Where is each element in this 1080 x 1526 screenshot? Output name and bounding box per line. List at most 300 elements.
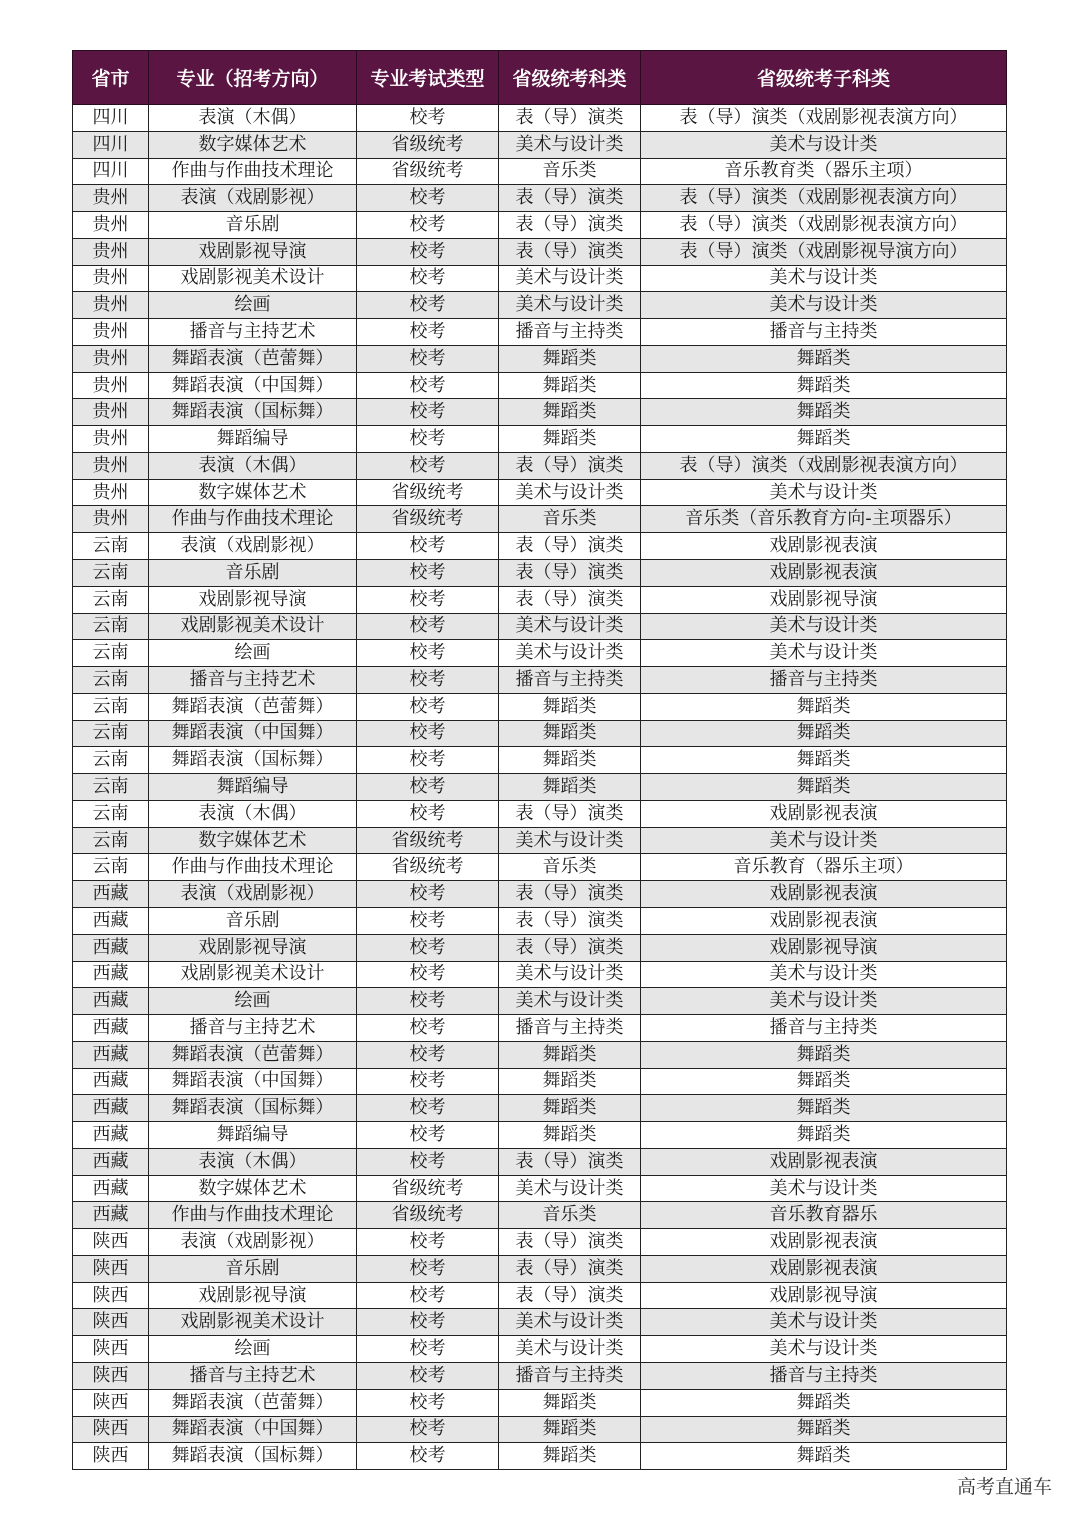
cell-major: 播音与主持艺术	[149, 1362, 357, 1389]
cell-category: 舞蹈类	[499, 774, 641, 801]
cell-exam-type: 校考	[357, 881, 499, 908]
cell-category: 播音与主持类	[499, 667, 641, 694]
cell-subcategory: 美术与设计类	[641, 827, 1007, 854]
cell-category: 舞蹈类	[499, 747, 641, 774]
cell-exam-type: 省级统考	[357, 158, 499, 185]
cell-subcategory: 表（导）演类（戏剧影视表演方向）	[641, 185, 1007, 212]
cell-category: 美术与设计类	[499, 640, 641, 667]
table-row	[73, 907, 1007, 934]
cell-province: 贵州	[73, 292, 149, 319]
table-row	[73, 1336, 1007, 1363]
table-row	[73, 1362, 1007, 1389]
cell-major: 舞蹈编导	[149, 774, 357, 801]
table-row	[73, 934, 1007, 961]
cell-category: 舞蹈类	[499, 1041, 641, 1068]
cell-subcategory: 舞蹈类	[641, 1095, 1007, 1122]
cell-province: 云南	[73, 640, 149, 667]
cell-province: 云南	[73, 667, 149, 694]
cell-exam-type: 校考	[357, 774, 499, 801]
table-row	[73, 1443, 1007, 1470]
table-row	[73, 1309, 1007, 1336]
cell-subcategory: 戏剧影视表演	[641, 1148, 1007, 1175]
cell-exam-type: 校考	[357, 1389, 499, 1416]
cell-exam-type: 校考	[357, 586, 499, 613]
cell-province: 四川	[73, 105, 149, 132]
cell-category: 美术与设计类	[499, 479, 641, 506]
cell-province: 陕西	[73, 1282, 149, 1309]
cell-subcategory: 戏剧影视表演	[641, 881, 1007, 908]
cell-exam-type: 校考	[357, 1416, 499, 1443]
cell-exam-type: 校考	[357, 1282, 499, 1309]
cell-exam-type: 校考	[357, 105, 499, 132]
table-row	[73, 185, 1007, 212]
cell-subcategory: 舞蹈类	[641, 747, 1007, 774]
cell-province: 贵州	[73, 506, 149, 533]
cell-category: 美术与设计类	[499, 265, 641, 292]
cell-category: 表（导）演类	[499, 238, 641, 265]
cell-category: 舞蹈类	[499, 1443, 641, 1470]
cell-subcategory: 表（导）演类（戏剧影视导演方向）	[641, 238, 1007, 265]
cell-subcategory: 美术与设计类	[641, 613, 1007, 640]
cell-exam-type: 校考	[357, 1443, 499, 1470]
cell-major: 舞蹈表演（国标舞）	[149, 1095, 357, 1122]
cell-subcategory: 表（导）演类（戏剧影视表演方向）	[641, 212, 1007, 239]
cell-major: 表演（戏剧影视）	[149, 185, 357, 212]
cell-exam-type: 校考	[357, 1148, 499, 1175]
cell-category: 舞蹈类	[499, 372, 641, 399]
table-row	[73, 105, 1007, 132]
table-row	[73, 640, 1007, 667]
table-row	[73, 479, 1007, 506]
cell-province: 四川	[73, 131, 149, 158]
cell-subcategory: 舞蹈类	[641, 1416, 1007, 1443]
table-row	[73, 1095, 1007, 1122]
cell-subcategory: 表（导）演类（戏剧影视表演方向）	[641, 105, 1007, 132]
cell-subcategory: 戏剧影视表演	[641, 533, 1007, 560]
admissions-table	[72, 50, 1007, 1470]
cell-province: 西藏	[73, 934, 149, 961]
cell-subcategory: 舞蹈类	[641, 1389, 1007, 1416]
cell-major: 舞蹈表演（中国舞）	[149, 1068, 357, 1095]
table-row	[73, 613, 1007, 640]
cell-province: 西藏	[73, 1202, 149, 1229]
cell-major: 戏剧影视导演	[149, 238, 357, 265]
cell-major: 舞蹈表演（国标舞）	[149, 747, 357, 774]
cell-subcategory: 舞蹈类	[641, 426, 1007, 453]
admissions-table-container	[72, 50, 1006, 1470]
cell-exam-type: 校考	[357, 1362, 499, 1389]
cell-category: 音乐类	[499, 158, 641, 185]
table-row	[73, 345, 1007, 372]
cell-subcategory: 舞蹈类	[641, 774, 1007, 801]
cell-province: 西藏	[73, 1095, 149, 1122]
table-row	[73, 854, 1007, 881]
cell-province: 云南	[73, 854, 149, 881]
table-row	[73, 1416, 1007, 1443]
table-row	[73, 1148, 1007, 1175]
table-row	[73, 319, 1007, 346]
cell-category: 美术与设计类	[499, 292, 641, 319]
cell-major: 表演（戏剧影视）	[149, 881, 357, 908]
cell-major: 舞蹈表演（国标舞）	[149, 399, 357, 426]
cell-province: 云南	[73, 693, 149, 720]
table-row	[73, 774, 1007, 801]
cell-exam-type: 校考	[357, 961, 499, 988]
table-row	[73, 452, 1007, 479]
cell-category: 舞蹈类	[499, 1122, 641, 1149]
cell-province: 贵州	[73, 426, 149, 453]
cell-subcategory: 美术与设计类	[641, 479, 1007, 506]
cell-province: 云南	[73, 800, 149, 827]
cell-major: 表演（木偶）	[149, 452, 357, 479]
table-row	[73, 1229, 1007, 1256]
cell-category: 舞蹈类	[499, 693, 641, 720]
cell-major: 数字媒体艺术	[149, 131, 357, 158]
cell-subcategory: 播音与主持类	[641, 1362, 1007, 1389]
cell-major: 绘画	[149, 988, 357, 1015]
table-row	[73, 1015, 1007, 1042]
cell-category: 表（导）演类	[499, 1282, 641, 1309]
table-row	[73, 399, 1007, 426]
cell-subcategory: 美术与设计类	[641, 988, 1007, 1015]
table-row	[73, 1202, 1007, 1229]
cell-major: 音乐剧	[149, 1255, 357, 1282]
cell-category: 表（导）演类	[499, 212, 641, 239]
cell-category: 舞蹈类	[499, 1389, 641, 1416]
cell-major: 绘画	[149, 292, 357, 319]
cell-exam-type: 校考	[357, 533, 499, 560]
cell-exam-type: 校考	[357, 399, 499, 426]
cell-subcategory: 舞蹈类	[641, 399, 1007, 426]
cell-subcategory: 舞蹈类	[641, 1068, 1007, 1095]
cell-province: 云南	[73, 560, 149, 587]
cell-province: 云南	[73, 774, 149, 801]
table-row	[73, 988, 1007, 1015]
cell-exam-type: 省级统考	[357, 827, 499, 854]
cell-province: 云南	[73, 747, 149, 774]
cell-category: 表（导）演类	[499, 452, 641, 479]
header-major: 专业（招考方向）	[149, 51, 357, 105]
cell-category: 舞蹈类	[499, 1095, 641, 1122]
cell-major: 舞蹈表演（芭蕾舞）	[149, 693, 357, 720]
cell-category: 表（导）演类	[499, 586, 641, 613]
table-header-row	[73, 51, 1007, 105]
table-row	[73, 747, 1007, 774]
cell-subcategory: 戏剧影视导演	[641, 1282, 1007, 1309]
table-row	[73, 881, 1007, 908]
table-row	[73, 827, 1007, 854]
cell-major: 戏剧影视导演	[149, 1282, 357, 1309]
cell-major: 戏剧影视导演	[149, 586, 357, 613]
cell-province: 云南	[73, 586, 149, 613]
cell-exam-type: 校考	[357, 934, 499, 961]
cell-exam-type: 省级统考	[357, 506, 499, 533]
cell-exam-type: 校考	[357, 1255, 499, 1282]
cell-exam-type: 校考	[357, 1122, 499, 1149]
cell-province: 陕西	[73, 1389, 149, 1416]
cell-province: 西藏	[73, 1148, 149, 1175]
cell-province: 西藏	[73, 1068, 149, 1095]
cell-province: 西藏	[73, 907, 149, 934]
cell-province: 贵州	[73, 345, 149, 372]
cell-category: 美术与设计类	[499, 1336, 641, 1363]
cell-subcategory: 音乐教育（器乐主项）	[641, 854, 1007, 881]
cell-major: 数字媒体艺术	[149, 479, 357, 506]
cell-province: 西藏	[73, 1175, 149, 1202]
table-row	[73, 1175, 1007, 1202]
cell-exam-type: 校考	[357, 720, 499, 747]
cell-province: 云南	[73, 827, 149, 854]
cell-exam-type: 校考	[357, 238, 499, 265]
cell-major: 舞蹈表演（芭蕾舞）	[149, 1041, 357, 1068]
cell-exam-type: 校考	[357, 185, 499, 212]
cell-exam-type: 省级统考	[357, 1202, 499, 1229]
cell-exam-type: 校考	[357, 693, 499, 720]
table-row	[73, 586, 1007, 613]
cell-province: 贵州	[73, 399, 149, 426]
cell-category: 音乐类	[499, 854, 641, 881]
cell-subcategory: 播音与主持类	[641, 319, 1007, 346]
cell-category: 舞蹈类	[499, 426, 641, 453]
cell-exam-type: 校考	[357, 372, 499, 399]
table-row	[73, 667, 1007, 694]
cell-major: 舞蹈表演（国标舞）	[149, 1443, 357, 1470]
cell-province: 陕西	[73, 1416, 149, 1443]
cell-exam-type: 省级统考	[357, 1175, 499, 1202]
cell-exam-type: 校考	[357, 345, 499, 372]
cell-province: 陕西	[73, 1229, 149, 1256]
cell-category: 舞蹈类	[499, 720, 641, 747]
table-row	[73, 1122, 1007, 1149]
watermark-text: 高考直通车	[956, 1476, 1052, 1498]
table-row	[73, 212, 1007, 239]
cell-exam-type: 校考	[357, 292, 499, 319]
cell-major: 表演（戏剧影视）	[149, 533, 357, 560]
table-row	[73, 560, 1007, 587]
cell-province: 陕西	[73, 1309, 149, 1336]
cell-category: 播音与主持类	[499, 319, 641, 346]
cell-category: 舞蹈类	[499, 399, 641, 426]
cell-major: 舞蹈表演（中国舞）	[149, 720, 357, 747]
cell-major: 戏剧影视导演	[149, 934, 357, 961]
cell-category: 表（导）演类	[499, 1229, 641, 1256]
cell-major: 作曲与作曲技术理论	[149, 1202, 357, 1229]
cell-exam-type: 校考	[357, 640, 499, 667]
table-row	[73, 961, 1007, 988]
cell-province: 四川	[73, 158, 149, 185]
table-row	[73, 265, 1007, 292]
header-subcategory: 省级统考子科类	[641, 51, 1007, 105]
cell-exam-type: 校考	[357, 1015, 499, 1042]
cell-province: 西藏	[73, 1041, 149, 1068]
cell-category: 表（导）演类	[499, 934, 641, 961]
cell-subcategory: 舞蹈类	[641, 693, 1007, 720]
cell-major: 音乐剧	[149, 907, 357, 934]
cell-category: 表（导）演类	[499, 907, 641, 934]
cell-subcategory: 戏剧影视表演	[641, 1255, 1007, 1282]
cell-exam-type: 省级统考	[357, 131, 499, 158]
cell-exam-type: 校考	[357, 613, 499, 640]
cell-province: 陕西	[73, 1443, 149, 1470]
cell-province: 云南	[73, 720, 149, 747]
cell-subcategory: 戏剧影视导演	[641, 934, 1007, 961]
cell-province: 西藏	[73, 1015, 149, 1042]
cell-major: 舞蹈编导	[149, 426, 357, 453]
cell-exam-type: 校考	[357, 1041, 499, 1068]
cell-major: 音乐剧	[149, 560, 357, 587]
cell-exam-type: 校考	[357, 426, 499, 453]
table-row	[73, 292, 1007, 319]
cell-province: 贵州	[73, 212, 149, 239]
cell-category: 表（导）演类	[499, 185, 641, 212]
table-row	[73, 533, 1007, 560]
cell-subcategory: 播音与主持类	[641, 667, 1007, 694]
cell-province: 西藏	[73, 961, 149, 988]
cell-category: 舞蹈类	[499, 345, 641, 372]
cell-province: 云南	[73, 613, 149, 640]
cell-exam-type: 校考	[357, 907, 499, 934]
cell-subcategory: 戏剧影视导演	[641, 586, 1007, 613]
cell-province: 贵州	[73, 238, 149, 265]
cell-major: 音乐剧	[149, 212, 357, 239]
cell-category: 表（导）演类	[499, 881, 641, 908]
cell-category: 美术与设计类	[499, 961, 641, 988]
cell-exam-type: 校考	[357, 988, 499, 1015]
cell-province: 云南	[73, 533, 149, 560]
header-province: 省市	[73, 51, 149, 105]
cell-exam-type: 校考	[357, 747, 499, 774]
cell-category: 播音与主持类	[499, 1015, 641, 1042]
cell-major: 数字媒体艺术	[149, 827, 357, 854]
cell-subcategory: 美术与设计类	[641, 265, 1007, 292]
cell-subcategory: 音乐类（音乐教育方向-主项器乐）	[641, 506, 1007, 533]
cell-category: 表（导）演类	[499, 105, 641, 132]
table-row	[73, 158, 1007, 185]
cell-subcategory: 美术与设计类	[641, 961, 1007, 988]
cell-province: 贵州	[73, 265, 149, 292]
cell-subcategory: 音乐教育类（器乐主项）	[641, 158, 1007, 185]
cell-major: 表演（戏剧影视）	[149, 1229, 357, 1256]
cell-category: 表（导）演类	[499, 1148, 641, 1175]
cell-exam-type: 校考	[357, 1095, 499, 1122]
cell-exam-type: 校考	[357, 1336, 499, 1363]
cell-major: 舞蹈编导	[149, 1122, 357, 1149]
cell-province: 陕西	[73, 1362, 149, 1389]
cell-subcategory: 播音与主持类	[641, 1015, 1007, 1042]
cell-exam-type: 省级统考	[357, 854, 499, 881]
cell-major: 作曲与作曲技术理论	[149, 854, 357, 881]
cell-major: 戏剧影视美术设计	[149, 613, 357, 640]
table-row	[73, 1255, 1007, 1282]
cell-exam-type: 校考	[357, 212, 499, 239]
cell-subcategory: 美术与设计类	[641, 131, 1007, 158]
cell-category: 表（导）演类	[499, 1255, 641, 1282]
cell-subcategory: 舞蹈类	[641, 1443, 1007, 1470]
cell-category: 播音与主持类	[499, 1362, 641, 1389]
cell-province: 贵州	[73, 452, 149, 479]
cell-subcategory: 舞蹈类	[641, 720, 1007, 747]
cell-major: 戏剧影视美术设计	[149, 265, 357, 292]
cell-category: 舞蹈类	[499, 1068, 641, 1095]
cell-exam-type: 校考	[357, 1309, 499, 1336]
cell-major: 舞蹈表演（中国舞）	[149, 1416, 357, 1443]
cell-subcategory: 美术与设计类	[641, 640, 1007, 667]
cell-category: 舞蹈类	[499, 1416, 641, 1443]
table-row	[73, 693, 1007, 720]
cell-major: 作曲与作曲技术理论	[149, 506, 357, 533]
cell-major: 舞蹈表演（芭蕾舞）	[149, 1389, 357, 1416]
cell-subcategory: 音乐教育器乐	[641, 1202, 1007, 1229]
cell-subcategory: 美术与设计类	[641, 1336, 1007, 1363]
cell-major: 表演（木偶）	[149, 800, 357, 827]
cell-subcategory: 舞蹈类	[641, 372, 1007, 399]
header-exam-type: 专业考试类型	[357, 51, 499, 105]
cell-major: 戏剧影视美术设计	[149, 1309, 357, 1336]
cell-subcategory: 表（导）演类（戏剧影视表演方向）	[641, 452, 1007, 479]
table-row	[73, 372, 1007, 399]
cell-major: 舞蹈表演（中国舞）	[149, 372, 357, 399]
cell-province: 西藏	[73, 988, 149, 1015]
cell-major: 表演（木偶）	[149, 105, 357, 132]
cell-province: 西藏	[73, 1122, 149, 1149]
cell-category: 音乐类	[499, 1202, 641, 1229]
cell-subcategory: 美术与设计类	[641, 1175, 1007, 1202]
cell-category: 表（导）演类	[499, 800, 641, 827]
table-row	[73, 238, 1007, 265]
cell-exam-type: 校考	[357, 800, 499, 827]
table-row	[73, 1041, 1007, 1068]
cell-category: 表（导）演类	[499, 560, 641, 587]
table-row	[73, 131, 1007, 158]
cell-exam-type: 校考	[357, 1229, 499, 1256]
cell-major: 播音与主持艺术	[149, 1015, 357, 1042]
cell-major: 绘画	[149, 640, 357, 667]
cell-category: 美术与设计类	[499, 1309, 641, 1336]
cell-province: 陕西	[73, 1336, 149, 1363]
cell-major: 舞蹈表演（芭蕾舞）	[149, 345, 357, 372]
cell-exam-type: 校考	[357, 560, 499, 587]
cell-category: 美术与设计类	[499, 613, 641, 640]
table-row	[73, 426, 1007, 453]
header-category: 省级统考科类	[499, 51, 641, 105]
cell-exam-type: 校考	[357, 452, 499, 479]
cell-major: 表演（木偶）	[149, 1148, 357, 1175]
cell-subcategory: 戏剧影视表演	[641, 1229, 1007, 1256]
cell-major: 戏剧影视美术设计	[149, 961, 357, 988]
cell-category: 美术与设计类	[499, 988, 641, 1015]
cell-category: 表（导）演类	[499, 533, 641, 560]
cell-exam-type: 省级统考	[357, 479, 499, 506]
cell-exam-type: 校考	[357, 1068, 499, 1095]
cell-exam-type: 校考	[357, 265, 499, 292]
cell-province: 西藏	[73, 881, 149, 908]
cell-subcategory: 戏剧影视表演	[641, 800, 1007, 827]
cell-province: 贵州	[73, 372, 149, 399]
cell-subcategory: 戏剧影视表演	[641, 560, 1007, 587]
cell-major: 数字媒体艺术	[149, 1175, 357, 1202]
table-row	[73, 720, 1007, 747]
cell-subcategory: 戏剧影视表演	[641, 907, 1007, 934]
cell-category: 美术与设计类	[499, 1175, 641, 1202]
table-row	[73, 800, 1007, 827]
cell-subcategory: 舞蹈类	[641, 345, 1007, 372]
cell-province: 贵州	[73, 185, 149, 212]
table-body	[73, 105, 1007, 1470]
cell-category: 美术与设计类	[499, 827, 641, 854]
table-row	[73, 1282, 1007, 1309]
cell-major: 绘画	[149, 1336, 357, 1363]
cell-subcategory: 美术与设计类	[641, 1309, 1007, 1336]
